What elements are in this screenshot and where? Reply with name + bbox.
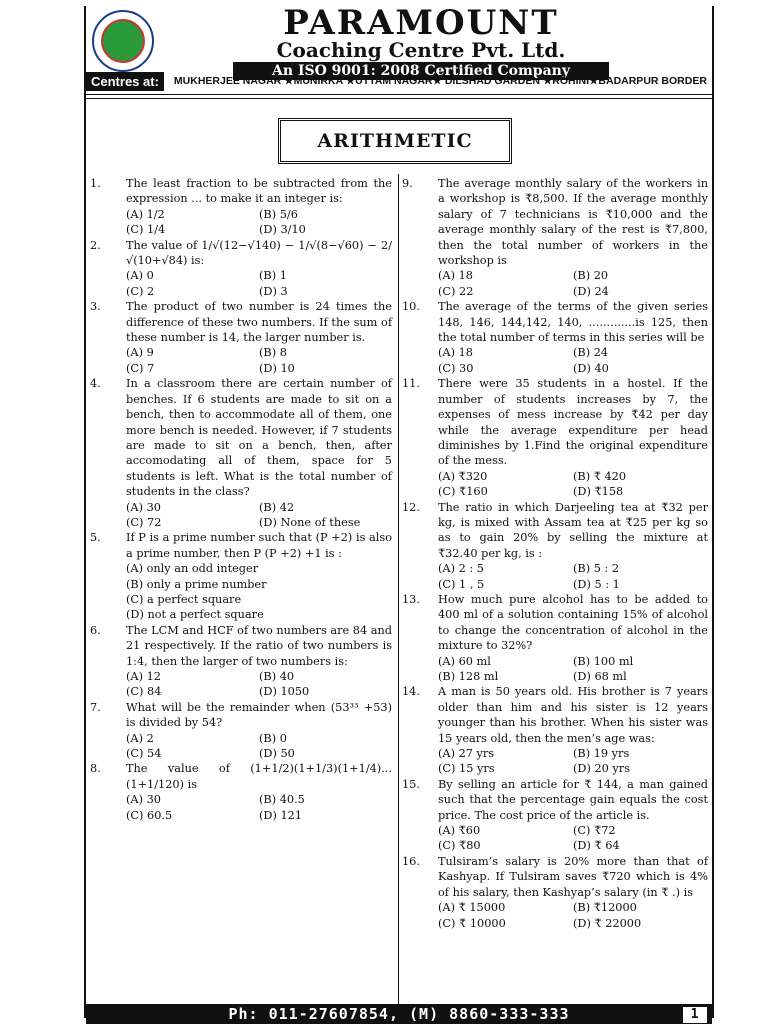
answer-option: (B) 1	[259, 269, 287, 283]
answer-option: (C) 72	[126, 515, 162, 529]
question-number: 8.	[90, 762, 101, 776]
question-item	[402, 376, 708, 499]
answer-option: (D) 5 : 1	[573, 577, 620, 591]
question-text: If P is a prime number such that (P +2) is also a prime number, then P (P +2) +1 is :	[126, 531, 392, 560]
answer-option: (A) only an odd integer	[126, 562, 259, 576]
logo-emblem	[101, 19, 145, 63]
answer-option: (A) 18	[438, 346, 473, 360]
question-number: 9.	[402, 177, 413, 190]
answer-option: (A) 27 yrs	[438, 747, 495, 761]
answer-option: (B) 128 ml	[438, 670, 499, 683]
centres-label: Centres at:	[86, 72, 164, 91]
answer-option: (C) 15 yrs	[438, 762, 495, 776]
answer-options	[126, 669, 392, 700]
question-item	[402, 500, 708, 592]
page	[84, 3, 714, 1018]
answer-option: (D) not a perfect square	[126, 608, 264, 622]
answer-option: (C) 2	[126, 284, 155, 298]
question-text: In a classroom there are certain number of benches. If 6 students are made to sit on a bench, then to accommodate all of them, one more bench is needed. However, if 7 students are made to sit on a bench, then, after accomodating all of them, space for 5 students is left. What is the total number of students in the class?	[126, 377, 392, 499]
answer-options	[438, 561, 708, 592]
question-text: Tulsiram’s salary is 20% more than that of Kashyap. If Tulsiram saves ₹720 which is 4% of his salary, then Kashyap’s salary (in ₹ .) is	[438, 854, 708, 899]
question-number: 11.	[402, 377, 420, 391]
right-column	[402, 176, 708, 931]
answer-option: (A) ₹ 15000	[438, 901, 506, 915]
page-title: ARITHMETIC	[278, 118, 512, 164]
centres-list: MUKHERJEE NAGAR ★MUNIRKA ★UTTAM NAGAR★ DILSHAD GARDEN ★ROHINI★BADARPUR BORDER	[173, 75, 707, 87]
question-number: 12.	[402, 500, 420, 514]
question-item	[90, 176, 392, 238]
answer-option: (D) ₹158	[573, 485, 624, 499]
header-rule	[86, 94, 712, 99]
question-text: The LCM and HCF of two numbers are 84 and 21 respectively. If the ratio of two numbers is 1:4, then the larger of two numbers is:	[126, 623, 392, 668]
answer-option: (C) 7	[126, 361, 155, 375]
header	[86, 3, 712, 102]
question-number: 15.	[402, 777, 420, 791]
question-number: 2.	[90, 238, 101, 252]
iso-badge: An ISO 9001: 2008 Certified Company	[233, 62, 609, 80]
question-item	[90, 376, 392, 530]
brand-subtitle: Coaching Centre Pvt. Ltd.	[276, 38, 566, 62]
question-number: 1.	[90, 177, 101, 190]
question-item	[402, 592, 708, 684]
answer-option: (C) ₹ 10000	[438, 916, 506, 930]
answer-option: (C) 1 , 5	[438, 577, 485, 591]
answer-option: (D) 3	[259, 284, 288, 298]
answer-option: (D) 121	[259, 808, 303, 822]
answer-option: (C) 22	[438, 284, 474, 298]
answer-options	[126, 792, 392, 823]
logo-seal	[92, 10, 154, 72]
column-divider	[398, 174, 399, 1010]
question-text: What will be the remainder when (53³³ +53) is divided by 54?	[126, 700, 392, 730]
answer-option: (A) 0	[126, 269, 154, 283]
answer-option: (C) 54	[126, 747, 162, 761]
brand-block	[226, 3, 616, 80]
answer-option: (B) 40	[259, 670, 295, 683]
answer-option: (A) 2	[126, 731, 154, 745]
question-text: The product of two number is 24 times the difference of these two numbers. If the sum of these number is 14, the larger number is.	[126, 300, 392, 345]
centres-bar	[86, 70, 712, 92]
question-item	[90, 700, 392, 762]
footer-bar	[86, 1004, 712, 1024]
question-text: The value of 1/√(12−√140) − 1/√(8−√60) − 2/√(10+√84) is:	[126, 238, 392, 268]
question-text: The ratio in which Darjeeling tea at ₹32 per kg, is mixed with Assam tea at ₹25 per kg so as to gain 20% by selling the mixture at ₹32.40 per kg, is :	[438, 500, 708, 560]
answer-option: (A) 30	[126, 793, 161, 807]
answer-option: (C) ₹80	[438, 839, 481, 853]
answer-options	[438, 746, 708, 777]
question-number: 5.	[90, 531, 101, 545]
answer-option: (B) 5 : 2	[573, 562, 620, 576]
answer-options	[126, 561, 392, 623]
answer-options	[126, 345, 392, 376]
answer-option: (B) 20	[573, 269, 609, 283]
answer-option: (A) 9	[126, 346, 154, 360]
answer-options	[438, 823, 708, 854]
answer-option: (C) a perfect square	[126, 592, 242, 606]
question-item	[90, 623, 392, 700]
question-item	[90, 530, 392, 622]
question-text: How much pure alcohol has to be added to 400 ml of a solution containing 15% of alcohol to change the concentration of alcohol in the mixture to 32%?	[438, 592, 708, 653]
question-item	[402, 299, 708, 376]
question-text: A man is 50 years old. His brother is 7 years older than him and his sister is 12 years younger than his brother. When his sister was 15 years old, then the men’s age was:	[438, 685, 708, 745]
question-item	[90, 299, 392, 376]
answer-option: (B) 42	[259, 500, 295, 514]
answer-option: (B) 19 yrs	[573, 747, 630, 761]
answer-option: (D) 20 yrs	[573, 762, 631, 776]
question-number: 6.	[90, 623, 101, 637]
answer-option: (C) 60.5	[126, 808, 173, 822]
answer-option: (A) 2 : 5	[438, 562, 484, 576]
question-number: 16.	[402, 854, 420, 868]
question-text: The least fraction to be subtracted from the expression ... to make it an integer is:	[126, 177, 392, 206]
question-text: By selling an article for ₹ 144, a man gained such that the percentage gain equals the cost price. The cost price of the article is.	[438, 777, 708, 822]
question-number: 13.	[402, 592, 420, 606]
question-number: 4.	[90, 377, 101, 391]
answer-options	[126, 268, 392, 299]
answer-option: (A) 18	[438, 269, 473, 283]
answer-options	[438, 268, 708, 299]
question-number: 14.	[402, 685, 420, 699]
answer-option: (B) 8	[259, 346, 287, 360]
answer-option: (B) ₹12000	[573, 901, 637, 915]
answer-option: (D) 50	[259, 747, 295, 761]
question-text: The value of (1+1/2)(1+1/3)(1+1/4)...(1+1/120) is	[126, 762, 392, 791]
question-item	[402, 176, 708, 299]
question-number: 10.	[402, 300, 420, 314]
answer-option: (C) ₹160	[438, 485, 488, 499]
answer-option: (B) ₹ 420	[573, 469, 627, 483]
answer-option: (B) 0	[259, 731, 287, 745]
question-item	[402, 684, 708, 776]
question-item	[402, 777, 708, 854]
page-number: 1	[682, 1006, 708, 1024]
answer-option: (A) 12	[126, 670, 161, 683]
answer-options	[438, 469, 708, 500]
answer-options	[126, 731, 392, 762]
footer-contact: Ph: 011-27607854, (M) 8860-333-333	[228, 1005, 570, 1023]
answer-options	[438, 654, 708, 685]
question-number: 3.	[90, 300, 101, 314]
question-item	[402, 854, 708, 931]
answer-option: (C) ₹72	[573, 824, 616, 838]
answer-options	[438, 345, 708, 376]
answer-option: (D) 10	[259, 361, 295, 375]
answer-option: (D) 1050	[259, 685, 310, 699]
question-text: There were 35 students in a hostel. If the number of students increases by 7, the expenses of mess increase by ₹42 per day while the average expenditure per head diminishes by 1.Find the original expenditure of the mess.	[438, 377, 708, 468]
answer-option: (D) 3/10	[259, 223, 306, 237]
answer-option: (B) 5/6	[259, 207, 298, 221]
answer-option: (D) ₹ 22000	[573, 916, 642, 930]
answer-option: (D) None of these	[259, 515, 361, 529]
question-item	[90, 761, 392, 823]
answer-option: (D) 68 ml	[573, 670, 627, 683]
answer-option: (C) 30	[438, 361, 474, 375]
answer-option: (B) 24	[573, 346, 609, 360]
answer-option: (B) 40.5	[259, 793, 305, 807]
question-text: The average monthly salary of the workers in a workshop is ₹8,500. If the average monthly salary of 7 technicians is ₹10,000 and the average monthly salary of the rest is ₹7,800, then the total number of workers in the workshop is	[438, 177, 708, 268]
answer-option: (B) 100 ml	[573, 654, 634, 668]
answer-option: (A) ₹320	[438, 469, 488, 483]
answer-options	[126, 207, 392, 238]
answer-options	[126, 500, 392, 531]
answer-option: (C) 1/4	[126, 223, 166, 237]
question-text: The average of the terms of the given series 148, 146, 144,142, 140, .............is 125, then the total number of terms in this series will be	[438, 300, 708, 345]
left-column	[90, 176, 392, 823]
answer-option: (A) ₹60	[438, 824, 481, 838]
answer-options	[438, 900, 708, 931]
question-item	[90, 238, 392, 300]
answer-option: (A) 1/2	[126, 207, 165, 221]
answer-option: (B) only a prime number	[126, 577, 267, 591]
answer-option: (A) 30	[126, 500, 161, 514]
brand-name: PARAMOUNT	[283, 3, 559, 43]
question-number: 7.	[90, 700, 101, 714]
answer-option: (A) 60 ml	[438, 654, 491, 668]
answer-option: (D) 24	[573, 284, 609, 298]
answer-option: (D) 40	[573, 361, 609, 375]
answer-option: (C) 84	[126, 685, 162, 699]
answer-option: (D) ₹ 64	[573, 839, 620, 853]
